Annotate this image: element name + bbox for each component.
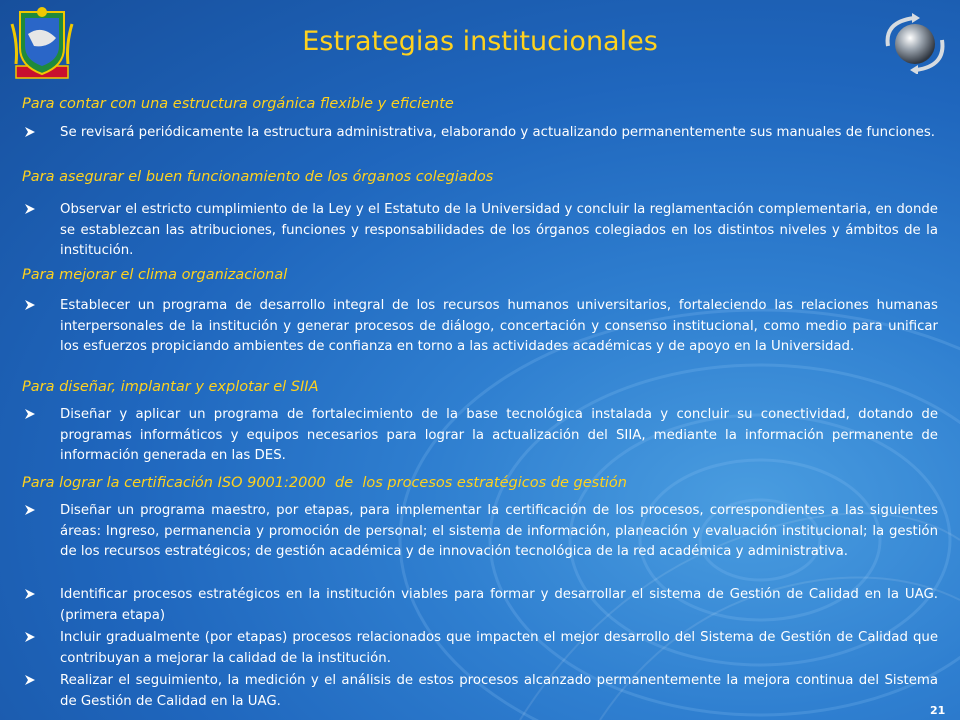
arrowhead-bullet-icon <box>24 408 36 420</box>
page-title: Estrategias institucionales <box>302 26 658 57</box>
section-heading: Para mejorar el clima organizacional <box>22 267 288 283</box>
list-item: Realizar el seguimiento, la medición y el análisis de estos procesos alcanzado permanentemente la mejora continua del Sistema de Gestión de Calidad en la UAG. <box>60 671 938 712</box>
arrowhead-bullet-icon <box>24 674 36 686</box>
arrowhead-bullet-icon <box>24 504 36 516</box>
list-item: Diseñar y aplicar un programa de fortalecimiento de la base tecnológica instalada y concluir su conectividad, dotando de programas informáticos y equipos necesarios para lograr la actualización del SIIA, mediante la información permanente de información generada en las DES. <box>60 405 938 467</box>
list-item: Se revisará periódicamente la estructura administrativa, elaborando y actualizando permanentemente sus manuales de funciones. <box>60 123 938 144</box>
list-item: Observar el estricto cumplimiento de la Ley y el Estatuto de la Universidad y concluir la reglamentación complementaria, en donde se establezcan las atribuciones, funciones y responsabilidades de los órganos colegiados en los distintos niveles y ámbitos de la institución. <box>60 200 938 262</box>
section-heading: Para diseñar, implantar y explotar el SIIA <box>22 379 319 395</box>
arrowhead-bullet-icon <box>24 126 36 138</box>
page-number: 21 <box>930 704 946 717</box>
section-heading: Para contar con una estructura orgánica flexible y eficiente <box>22 96 454 112</box>
section-heading: Para lograr la certificación ISO 9001:2000 de los procesos estratégicos de gestión <box>22 475 627 491</box>
list-item: Diseñar un programa maestro, por etapas, para implementar la certificación de los procesos, correspondientes a las siguientes áreas: Ingreso, permanencia y promoción de personal; el sistema de información, planeación y evaluación institucional; la gestión de los recursos estratégicos; de gestión académica y de innovación tecnológica de la red académica y administrativa. <box>60 501 938 563</box>
list-item: Identificar procesos estratégicos en la institución viables para formar y desarrollar el sistema de Gestión de Calidad en la UAG. (primera etapa) <box>60 585 938 626</box>
arrowhead-bullet-icon <box>24 203 36 215</box>
list-item: Establecer un programa de desarrollo integral de los recursos humanos universitarios, fortaleciendo las relaciones humanas interpersonales de la institución y generar procesos de diálogo, concertación y consenso institucional, como medio para unificar los esfuerzos propiciando ambientes de confianza en torno a las actividades académicas y de apoyo en la Universidad. <box>60 296 938 358</box>
section-heading: Para asegurar el buen funcionamiento de los órganos colegiados <box>22 169 494 185</box>
arrowhead-bullet-icon <box>24 631 36 643</box>
arrowhead-bullet-icon <box>24 588 36 600</box>
list-item: Incluir gradualmente (por etapas) procesos relacionados que impacten el mejor desarrollo del Sistema de Gestión de Calidad que contribuyan a mejorar la calidad de la institución. <box>60 628 938 669</box>
arrowhead-bullet-icon <box>24 299 36 311</box>
